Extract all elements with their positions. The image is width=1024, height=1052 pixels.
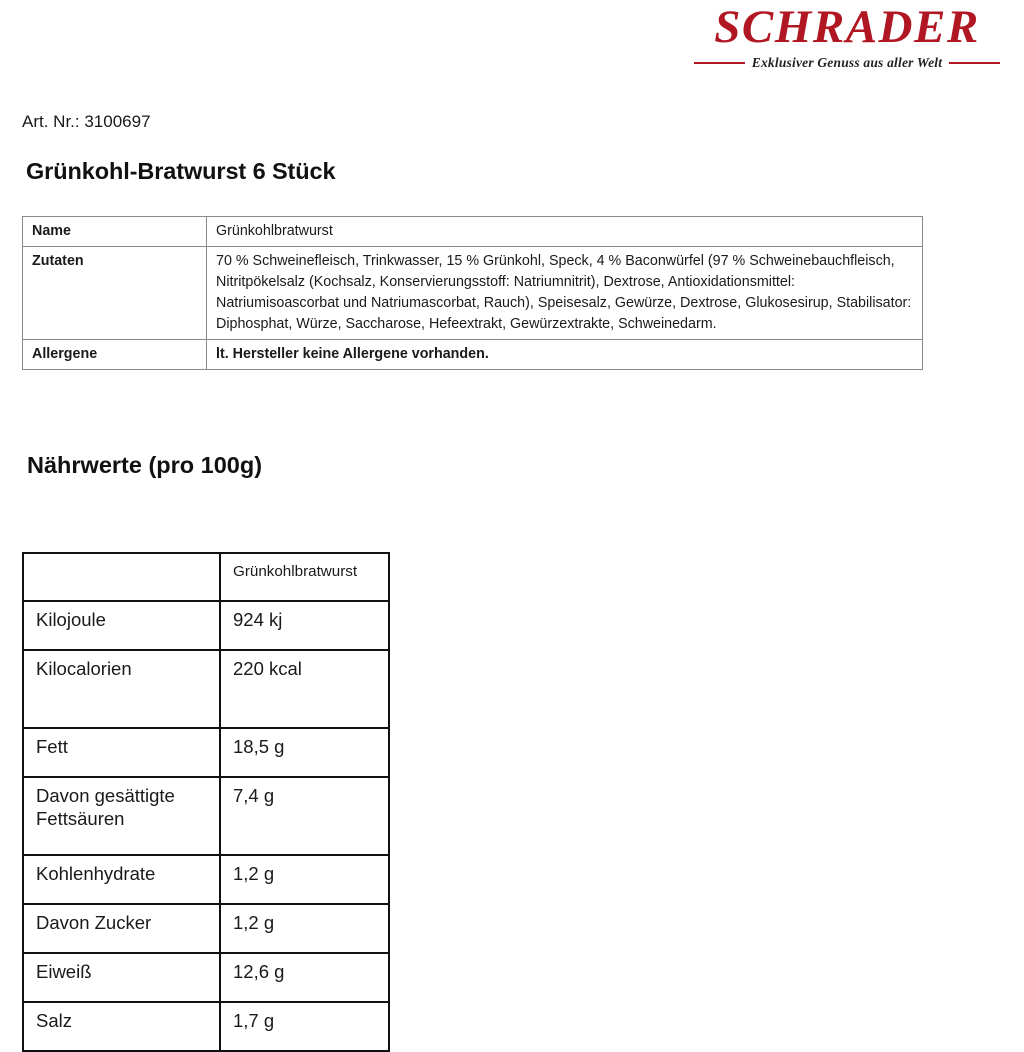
nutrition-label-kilocalorien: Kilocalorien [23,650,220,728]
row-value-name: Grünkohlbratwurst [207,217,923,247]
nutrition-label-davon-zucker: Davon Zucker [23,904,220,953]
logo-rule-right [949,62,1000,64]
table-row [23,601,389,650]
nutrition-label-gesaettigte-fettsaeuren [23,777,220,855]
nutrition-label-salz: Salz [23,1002,220,1051]
row-label-zutaten: Zutaten [23,247,207,340]
nutrition-value-kohlenhydrate: 1,2 g [220,855,389,904]
nutrition-heading: Nährwerte (pro 100g) [27,452,263,478]
nutrition-header-product: Grünkohlbratwurst [220,553,389,601]
nutrition-label-kohlenhydrate: Kohlenhydrate [23,855,220,904]
table-row [23,247,923,340]
nutrition-value-davon-zucker: 1,2 g [220,904,389,953]
table-header-row [23,553,389,601]
brand-name: SCHRADER [714,1,980,53]
page-title: Grünkohl-Bratwurst 6 Stück [26,158,336,184]
row-label-name: Name [23,217,207,247]
nutrition-label-kilojoule: Kilojoule [23,601,220,650]
table-row [23,650,389,728]
row-label-allergene: Allergene [23,340,207,370]
table-row [23,340,923,370]
nutrition-label-eiweiss: Eiweiß [23,953,220,1002]
row-value-zutaten: 70 % Schweinefleisch, Trinkwasser, 15 % Grünkohl, Speck, 4 % Baconwürfel (97 % Schweinebauchfleisch, Nitritpökelsalz (Kochsalz, Konservierungsstoff: Natriumnitrit), Dextrose, Antioxidationsmittel: Natriumisoascorbat und Natriumascorbat, Rauch), Speisesalz, Gewürze, Dextrose, Glukosesirup, Stabilisator: Diphosphat, Würze, Saccharose, Hefeextrakt, Gewürzextrakte, Schweinedarm. [207,247,923,340]
brand-tagline-row [692,55,1002,71]
brand-tagline: Exklusiver Genuss aus aller Welt [751,54,943,70]
nutrition-value-kilocalorien: 220 kcal [220,650,389,728]
product-info-table [22,216,923,370]
nutrition-label-line-2: Fettsäuren [36,808,125,830]
table-row [23,777,389,855]
table-row [23,1002,389,1051]
logo-rule-left [694,62,745,64]
nutrition-label-line-1: Davon gesättigte [36,785,175,806]
article-number: Art. Nr.: 3100697 [22,112,151,131]
nutrition-value-kilojoule: 924 kj [220,601,389,650]
brand-logo [692,1,1002,71]
table-row [23,904,389,953]
nutrition-value-eiweiss: 12,6 g [220,953,389,1002]
table-row [23,217,923,247]
nutrition-value-salz: 1,7 g [220,1002,389,1051]
nutrition-label-fett: Fett [23,728,220,777]
table-row [23,728,389,777]
nutrition-value-gesaettigte-fettsaeuren: 7,4 g [220,777,389,855]
nutrition-table [22,552,390,1052]
table-row [23,953,389,1002]
nutrition-header-blank [23,553,220,601]
table-row [23,855,389,904]
row-value-allergene: lt. Hersteller keine Allergene vorhanden. [207,340,923,370]
nutrition-value-fett: 18,5 g [220,728,389,777]
